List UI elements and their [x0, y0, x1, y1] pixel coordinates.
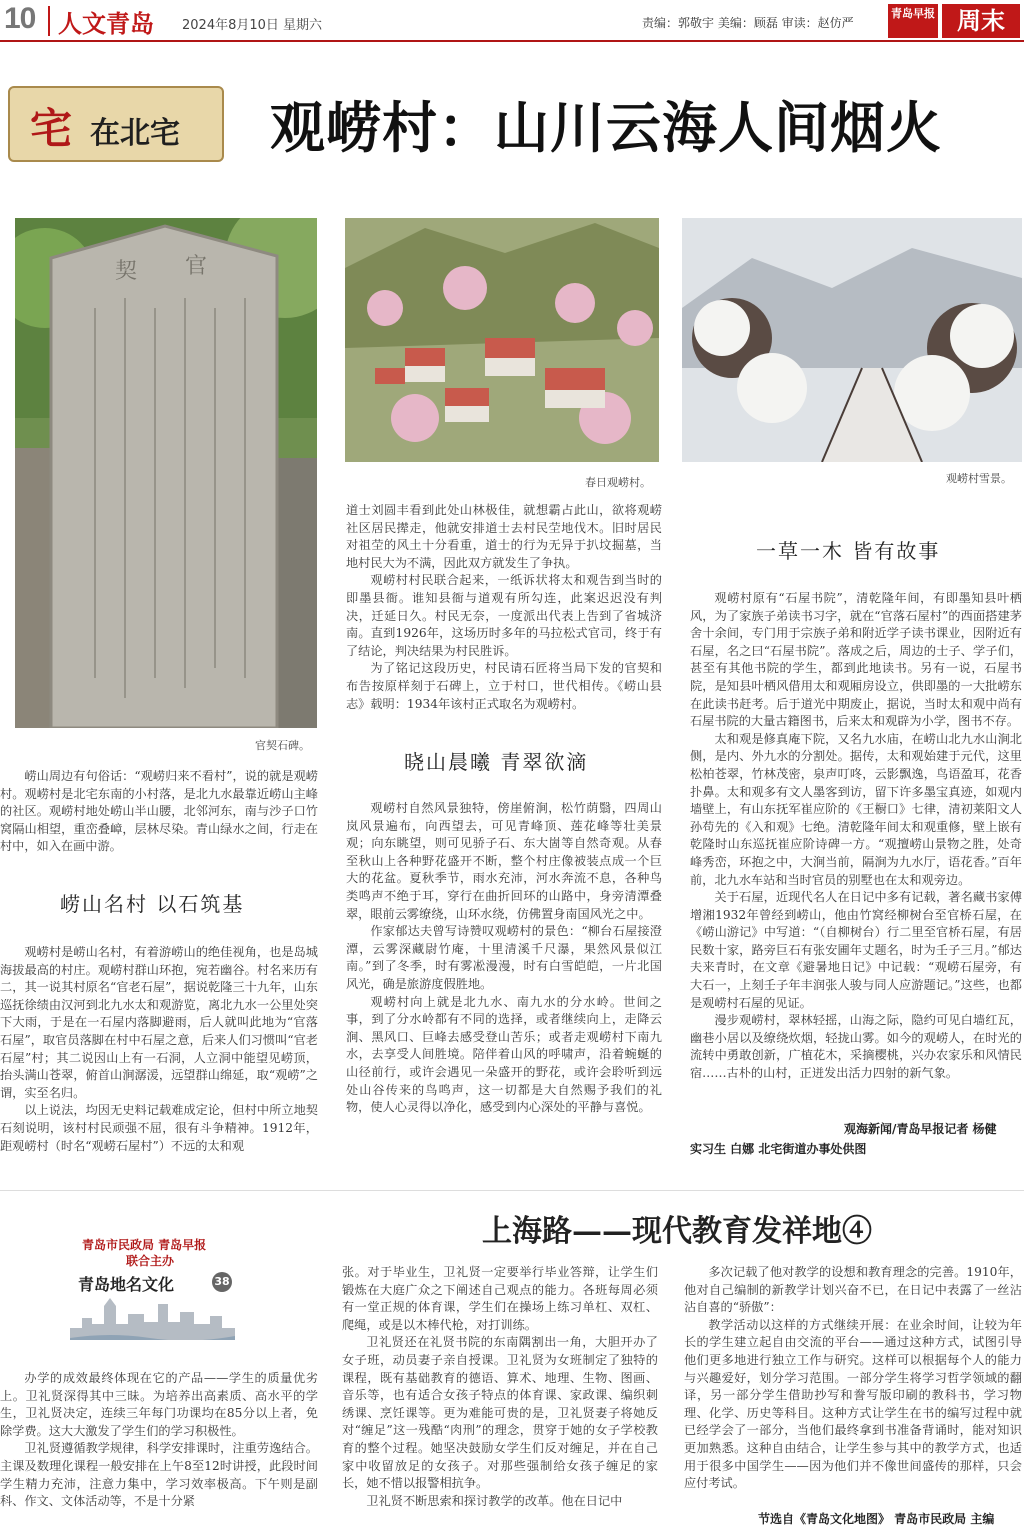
svg-text:契: 契: [115, 259, 138, 284]
city-skyline-icon: [70, 1294, 235, 1340]
header-rule: [0, 40, 1024, 42]
page-number: 10: [4, 2, 36, 35]
series-column2: 张。对于毕业生，卫礼贤一定要举行毕业答辩，让学生们锻炼在大庭广众之下阐述自己观点的能力。各班每周必须有一堂正规的体育课，学生们在操场上练习单杠、双杠、爬绳，或是以木棒代枪，对打训练。 卫礼贤还在礼贤书院的东南隅割出一角，大胆开办了女子班，动员妻子亲自授课。卫礼贤为女班制定了独特的课程，既有基础教育的德语、算术、地理、生物、图画、音乐等，也有适合女孩子特点的体育课、家政课、编织刺绣课、烹饪课等。更为难能可贵的是，卫礼贤妻子将她反对“缠足”这一残酷“肉刑”的理念，贯穿于她的女子学校教育的整个过程。她坚决鼓励女学生们反对缠足，并在自己家中收留放足的女孩子。对那些强制给女孩子缠足的家长，她不惜以报警相抗争。 卫礼贤不断思索和探讨教学的改革。他在日记中: [342, 1265, 658, 1508]
photo-credit: 实习生 白娜 北宅街道办事处供图: [690, 1142, 867, 1156]
section-divider: [0, 1190, 1024, 1191]
snow-caption: 观崂村雪景。: [946, 472, 1012, 485]
column3-text: 观崂村原有“石屋书院”，清乾隆年间，有即墨知县叶栖风，为了家族子弟读书习字，就在“官落石屋村”的西面搭建茅舍十余间，专门用于宗族子弟和附近学子读书课业，因附近有石屋，名之曰“石屋书院”。落成之后，周边的士子、学子们，甚至有其他书院的学生，都到此地读书。另有一说，石屋书院，是知县叶栖风借用太和观厢房设立，供即墨的一大批崂东在此读书赶考。后于道光中期废止，据说，当时太和观中尚有石屋书院的大量古籍图书，后来太和观辟为小学，图书不存。 太和观是修真庵下院，又名九水庙，在崂山北九水山涧北侧，是内、外九水的分割处。据传，太和观始建于元代，这里松柏苍翠，竹林茂密，泉声叮咚，云影飘逸，鸟语盈耳，花香扑鼻。太和观多有文人墨客到访，留下许多墨宝真迹，如观内墙壁上，有山东抚军崔应阶的《王橱口》七律，清初莱阳文人孙苟先的《入和观》七绝。清乾隆年间太和观重修，壁上嵌有乾隆时山东巡抚崔应阶诗碑一方。“观擅崂山景物之胜，处奇峰秀峦，环抱之中，大涧当前，隔涧为九水厅，语花香。”百年前，北九水车站和当时官员的别墅也在太和观旁边。 关于石屋，近现代名人在日记中多有记载，著名藏书家傅增湘1932年曾经到崂山，他由竹窝经柳树台至官桥石屋，在《崂山游记》中写道：“（自柳树台）行二里至官桥石屋，有居民数十家，路旁巨石有张安圃年丈题名，时为壬子三月。”郁达夫来青时，在文章《避暑地日记》中记载：“观崂石屋旁，有大石一，上刻壬子年丰润张人骏与同人应游题记。”这些，也都是观崂村石屋的见证。 漫步观崂村，翠林轻摇，山海之际，隐约可见白墙红瓦，幽巷小居以及缭绕炊烟，轻拢山雾。如今的观崂人，在时光的流转中勇敢创新，广植花木，采摘樱桃，兴办农家乐和风情民宿……古朴的山村，正迸发出活力四射的新气象。: [690, 591, 1022, 1081]
column1-text: 观崂村是崂山名村，有着游崂山的绝佳视角，也是岛城海拔最高的村庄。观崂村群山环抱，宛若幽谷。村名来历有二，其一说其村原名“官老石屋”，据说乾隆三十九年，山东巡抚徐绩由汉河到北九水太和观游览，离北九水一公里处突下大雨，于是在一石屋内落脚避雨，后人就叫此地为“官落石屋”，取官员落脚在村中石屋之意，后来人们习惯叫“官老石屋”村；其二说因山上有一石洞，人立洞中能望见崂顶，抬头满山苍翠，俯首山涧潺湲，远望群山绵延，取“观崂”之谓，实至名归。 以上说法，均因无史料记载难成定论，但村中所立地契石刻说明，该村村民顽强不屈，很有斗争精神。1912年，距观崂村（时名“观崂石屋村”）不远的太和观: [0, 945, 318, 1153]
series-column3: 多次记载了他对教学的设想和教育理念的完善。1910年，他对自己编制的新教学计划兴奋不已，在日记中表露了一丝沾沾自喜的“骄傲”： 教学活动以这样的方式继续开展：在业余时间，让较为年长的学生建立起自由交流的平台——通过这种方式，试图引导他们更多地进行独立工作与研究。这样可以根据每个人的能力与兴趣爱好，划分学习范围。一部分学生将学习哲学领域的翻译，另一部分学生借助抄写和誊写版印刷的教科书，学习物理、化学、历史等科目。这种方式让学生在书的编写过程中就已经学会了一部分，当他们最终拿到书准备背诵时，能对知识更加熟悉。这种自由结合，让学生参与其中的教学方式，也适用于很多中国学生——因为他们并不像世间盛传的那样，只会应付考试。: [684, 1265, 1022, 1491]
subhead-morning-green: 晓山晨曦 青翠欲滴: [404, 750, 589, 774]
stele-photo: [15, 218, 317, 728]
feature-title: 观崂村：山川云海人间烟火: [270, 96, 943, 160]
subhead-stone-foundation: 崂山名村 以石筑基: [60, 892, 245, 916]
column-name: 在北宅: [90, 116, 180, 151]
reporter-byline: 观海新闻/青岛早报记者 杨健: [844, 1122, 997, 1136]
series-badge: [62, 1232, 237, 1342]
editor-credits: 责编：郭敬宇 美编：顾磊 审读：赵仿严: [642, 16, 854, 30]
column-prefix: 宅: [30, 104, 73, 153]
series-article-title: 上海路——现代教育发祥地④: [482, 1214, 872, 1249]
column2-text-bottom: 观崂村自然风景独特，傍崖俯涧，松竹荫翳，四周山岚风景遍布，向西望去，可见青峰顶、莲花峰等壮美景观；向东眺望，则可见骄子石、东大崮等自然奇观。从春至秋山上各种野花盛开不断，整个村庄像被装点成一个巨大的花盆。夏秋季节，雨水充沛，河水奔流不息，各种鸟类鸣声不绝于耳，穿行在曲折回环的山路中，身旁清潭叠翠，眼前云雾缭绕，山环水绕，仿佛置身南国风光之中。 作家郁达夫曾写诗赞叹观崂村的景色：“柳台石屋接澄潭，云雾深藏尉竹庵，十里清溪千尺瀑，果然风景似江南。”到了冬季，时有雾凇漫漫，时有白雪皑皑，一片北国风光，确是旅游度假胜地。 观崂村向上就是北九水、南九水的分水岭。世间之事，到了分水岭都有不同的选择，或者继续向上，走降云涧、黑风口、巨峰去感受登山苦乐；或者走观崂村下南九水，去享受人间胜境。陪伴着山风的呼啸声，沿着蜿蜒的山径前行，或许会遇见一朵盛开的野花，或许会聆听到远处山谷传来的鸟鸣声，这一切都是大自然赐予我们的礼物，使人心灵得以净化，感受到内心深处的平静与喜悦。: [346, 801, 662, 1115]
issue-date: 2024年8月10日 星期六: [182, 18, 323, 33]
series-cohost: 联合主办: [126, 1254, 175, 1268]
subhead-stories: 一草一木 皆有故事: [756, 539, 941, 563]
series-source: 节选自《青岛文化地图》 青岛市民政局 主编: [758, 1512, 995, 1526]
weekend-label: 周末: [942, 4, 1020, 38]
stele-caption: 官契石碑。: [255, 739, 310, 752]
spring-village-photo: [345, 218, 659, 462]
series-column1: 办学的成效最终体现在它的产品——学生的质量优劣上。卫礼贤深得其中三昧。为培养出高素质、高水平的学生，卫礼贤决定，连续三年每门功课均在85分以上者，免除学费。这大大激发了学生们的学习积极性。 卫礼贤遵循教学规律，科学安排课时，注重劳逸结合。主课及数理化课程一般安排在上午8至12时讲授，此段时间学生精力充沛，注意力集中，学习效率极高。下午则是副科、作文、文体活动等，不是十分紧: [0, 1371, 318, 1509]
series-number: 38: [212, 1272, 232, 1292]
series-organizers: 青岛市民政局 青岛早报: [82, 1238, 207, 1252]
spring-caption: 春日观崂村。: [585, 476, 651, 489]
series-name: 青岛地名文化: [78, 1275, 175, 1294]
svg-text:官: 官: [185, 254, 208, 279]
newspaper-logo: 青岛早报: [888, 4, 938, 38]
snow-scene-photo: [682, 218, 1022, 462]
section-name: 人文青岛: [58, 10, 154, 38]
intro-paragraph: 崂山周边有句俗话：“观崂归来不看村”，说的就是观崂村。观崂村是北宅东南的小村落，是北九水最靠近崂山主峰的社区。观崂村地处崂山半山腰，北邻河东，南与沙子口竹窝隔山相望，重峦叠嶂，层林尽染。青山绿水之间，行走在村中，如入在画中游。: [0, 769, 318, 854]
column2-text-top: 道士刘圆丰看到此处山林极佳，就想霸占此山，欲将观崂社区居民撵走，他就安排道士去村民茔地伐木。旧时居民对祖茔的风土十分看重，道士的行为无异于扒坟掘墓，当地村民大为不满，因此双方就发生了争执。 观崂村村民联合起来，一纸诉状将太和观告到当时的即墨县衙。谁知县衙与道观有所勾连，此案迟迟没有判决，迁延日久。村民无奈，一度派出代表上告到了省城济南。直到1926年，这场历时多年的马拉松式官司，终于有了结论，判决结果为村民胜诉。 为了铭记这段历史，村民请石匠将当局下发的官契和布告按原样刻于石碑上，立于村口，世代相传。《崂山县志》载明：1934年该村正式取名为观崂村。: [346, 503, 662, 711]
page-number-divider: [48, 6, 50, 36]
